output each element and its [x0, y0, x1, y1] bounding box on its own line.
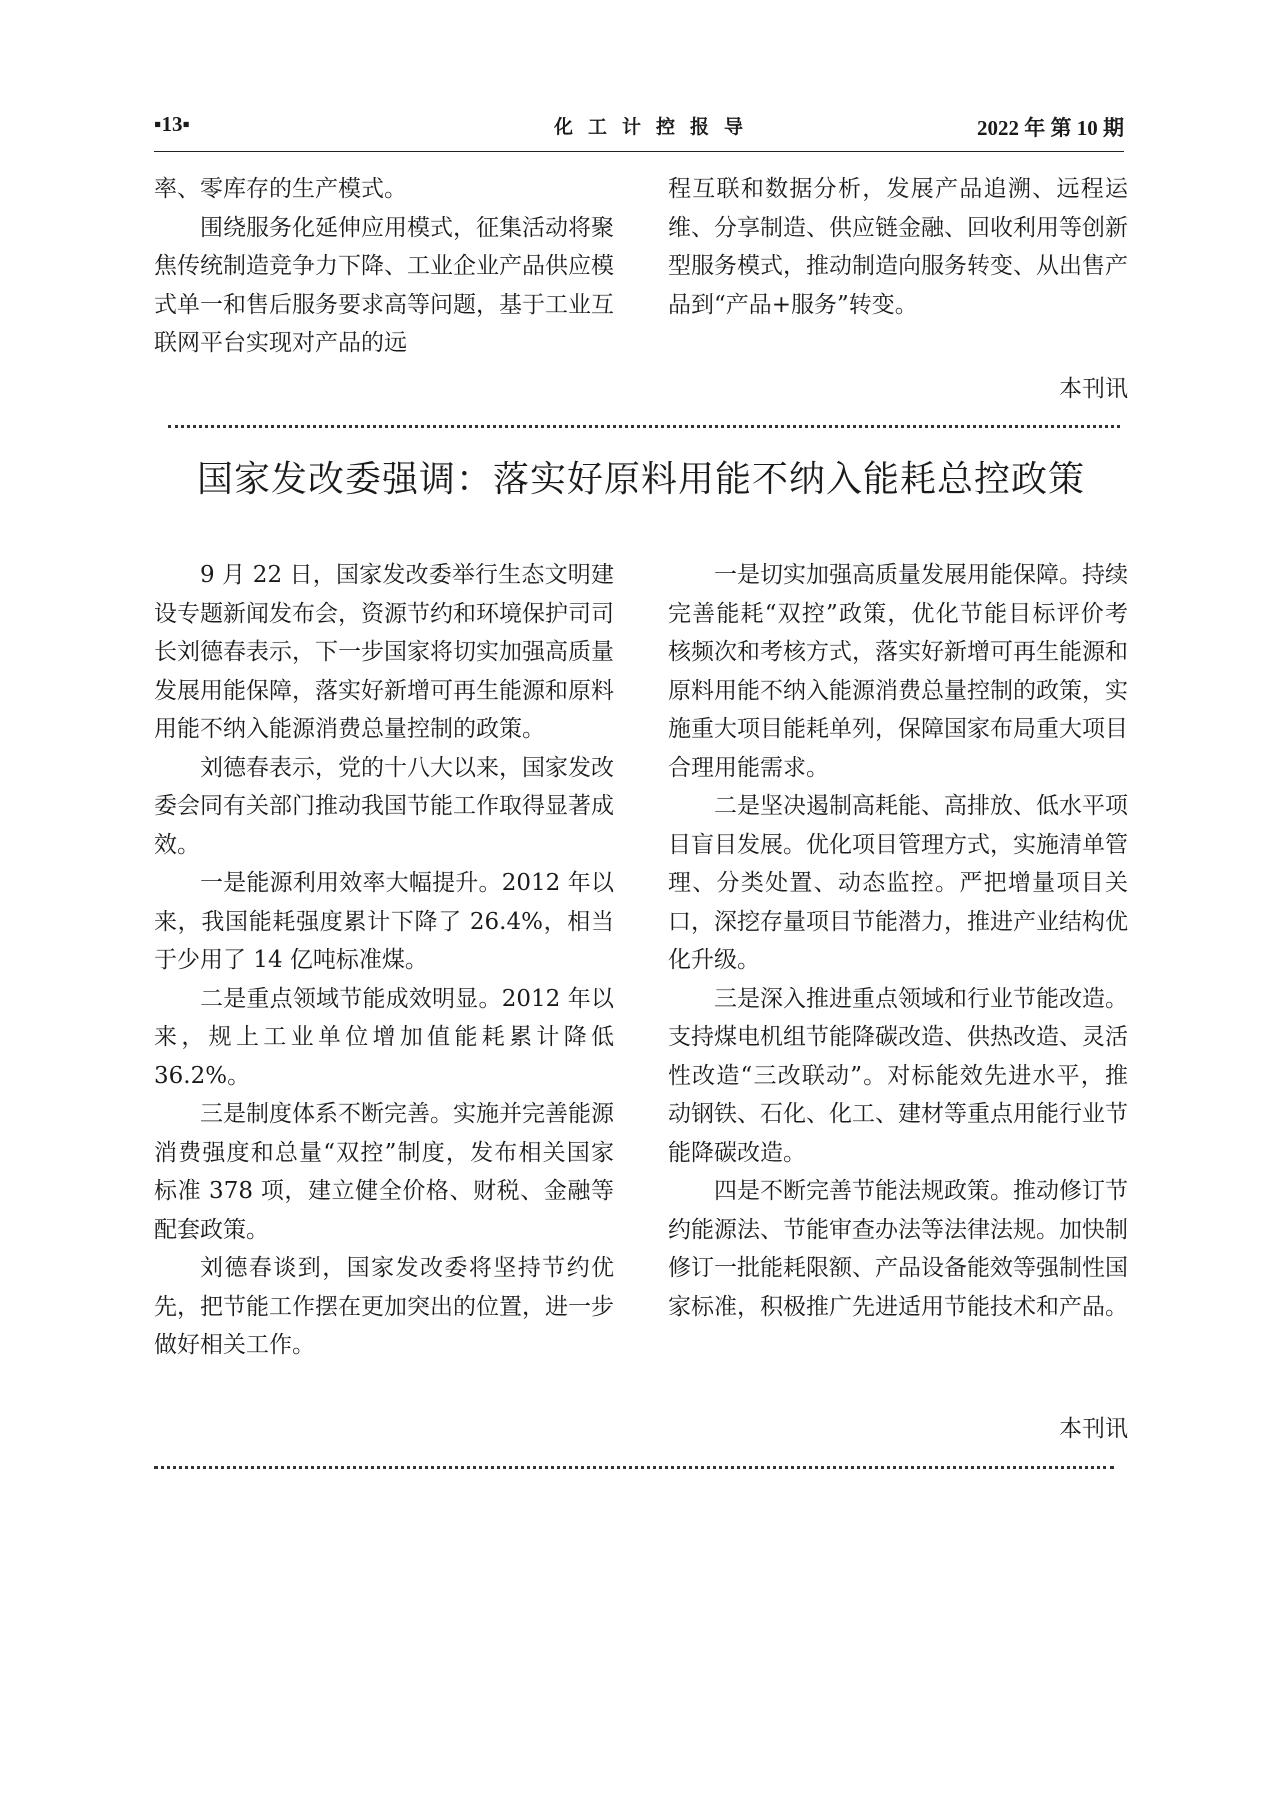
dotted-separator [154, 1466, 1114, 1469]
main-article-left-column [154, 556, 614, 1365]
top-article-left-column [154, 170, 614, 363]
article-title: 国家发改委强调：落实好原料用能不纳入能耗总控政策 [196, 459, 1085, 500]
header-rule [154, 151, 1124, 152]
paragraph: 一是切实加强高质量发展用能保障。持续完善能耗“双控”政策，优化节能目标评价考核频次和考核方式，落实好新增可再生能源和原料用能不纳入能源消费总量控制的政策，实施重大项目能耗单列，保障国家布局重大项目合理用能需求。 [668, 562, 1128, 781]
paragraph: 刘德春谈到，国家发改委将坚持节约优先，把节能工作摆在更加突出的位置，进一步做好相关工作。 [154, 1255, 614, 1358]
paragraph: 9 月 22 日，国家发改委举行生态文明建设专题新闻发布会，资源节约和环境保护司司长刘德春表示，下一步国家将切实加强高质量发展用能保障，落实好新增可再生能源和原料用能不纳入能源消费总量控制的政策。 [154, 562, 614, 742]
paragraph: 二是坚决遏制高耗能、高排放、低水平项目盲目发展。优化项目管理方式，实施清单管理、分类处置、动态监控。严把增量项目关口，深挖存量项目节能潜力，推进产业结构优化升级。 [668, 793, 1128, 973]
issue-number: 2022 年 第 10 期 [977, 116, 1124, 140]
paragraph: 围绕服务化延伸应用模式，征集活动将聚焦传统制造竞争力下降、工业企业产品供应模式单一和售后服务要求高等问题，基于工业互联网平台实现对产品的远 [154, 214, 614, 356]
paragraph: 刘德春表示，党的十八大以来，国家发改委会同有关部门推动我国节能工作取得显著成效。 [154, 754, 614, 858]
top-article-byline: 本刊讯 [1059, 376, 1128, 402]
page-number: ▪13▪ [154, 112, 190, 136]
paragraph: 二是重点领域节能成效明显。2012 年以来，规上工业单位增加值能耗累计降低 36.2%。 [154, 985, 614, 1089]
main-article-byline: 本刊讯 [1059, 1416, 1128, 1442]
main-article-right-column [668, 556, 1128, 1326]
paragraph: 四是不断完善节能法规政策。推动修订节约能源法、节能审查办法等法律法规。加快制修订一批能耗限额、产品设备能效等强制性国家标准，积极推广先进适用节能技术和产品。 [668, 1178, 1128, 1320]
paragraph: 率、零库存的生产模式。 [154, 176, 407, 202]
paragraph: 三是深入推进重点领域和行业节能改造。支持煤电机组节能降碳改造、供热改造、灵活性改造“三改联动”。对标能效先进水平，推动钢铁、石化、化工、建材等重点用能行业节能降碳改造。 [668, 985, 1128, 1166]
paragraph: 一是能源利用效率大幅提升。2012 年以来，我国能耗强度累计下降了 26.4%，相当于少用了 14 亿吨标准煤。 [154, 870, 614, 973]
paragraph: 程互联和数据分析，发展产品追溯、远程运维、分享制造、供应链金融、回收利用等创新型服务模式，推动制造向服务转变、从出售产品到“产品+服务”转变。 [668, 176, 1128, 318]
paragraph: 三是制度体系不断完善。实施并完善能源消费强度和总量“双控”制度，发布相关国家标准 378 项，建立健全价格、财税、金融等配套政策。 [154, 1101, 614, 1243]
top-article-right-column [668, 170, 1128, 324]
dotted-separator [168, 425, 1120, 428]
journal-name: 化工计控报导 [554, 116, 759, 138]
running-header [154, 108, 1124, 148]
